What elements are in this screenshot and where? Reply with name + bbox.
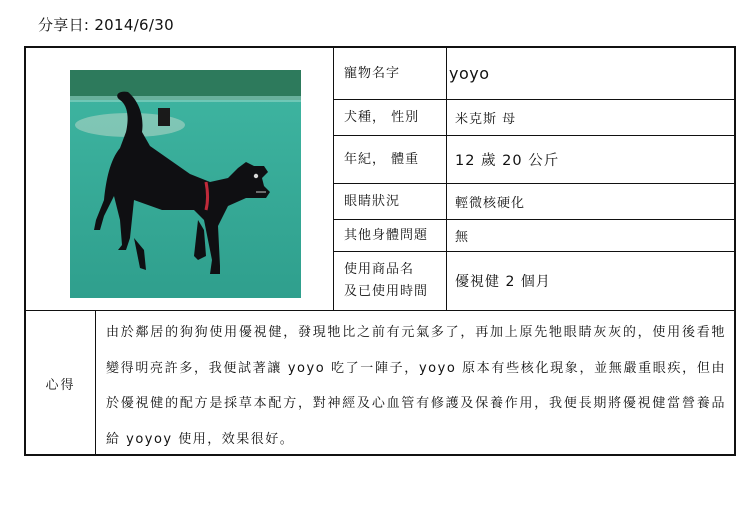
info-value: 無 (455, 230, 470, 245)
info-key: 眼睛狀況 (334, 184, 447, 219)
info-row-age-weight (334, 136, 736, 184)
info-value: 米克斯 母 (455, 112, 517, 127)
info-row-product-duration (334, 252, 736, 310)
info-table (334, 48, 736, 310)
info-value: 12 歲 20 公斤 (455, 153, 560, 169)
testimonial-text: 由於鄰居的狗狗使用優視健，發現牠比之前有元氣多了，再加上原先牠眼睛灰灰的，使用後看牠變得明亮許多，我便試著讓 yoyo 吃了一陣子，yoyo 原本有些核化現象，並無嚴重眼疾，但由於優視健的配方是採草本配方，對神經及心血管有修護及保養作用，我便長期將優視健當營養品給 yoyoy 使用，效果很好。 (106, 325, 726, 447)
info-value: yoyo (449, 64, 490, 83)
info-key: 犬種， 性別 (334, 100, 447, 135)
info-value: 優視健 2 個月 (455, 274, 551, 290)
info-key: 其他身體問題 (334, 220, 447, 251)
testimonial-label: 心得 (26, 311, 96, 455)
info-key: 寵物名字 (334, 48, 447, 99)
info-key: 年紀， 體重 (334, 136, 447, 183)
info-row-name (334, 48, 736, 100)
dog-photo (70, 70, 301, 298)
info-row-eye-condition (334, 184, 736, 220)
info-value: 輕微核硬化 (455, 196, 526, 211)
testimonial-row (26, 310, 734, 455)
info-row-other-issues (334, 220, 736, 252)
info-row-breed-sex (334, 100, 736, 136)
info-key: 使用商品名 及已使用時間 (334, 252, 447, 310)
share-date: 分享日: 2014/6/30 (38, 16, 174, 34)
pet-info-card (24, 46, 736, 456)
photo-cell (26, 48, 334, 310)
